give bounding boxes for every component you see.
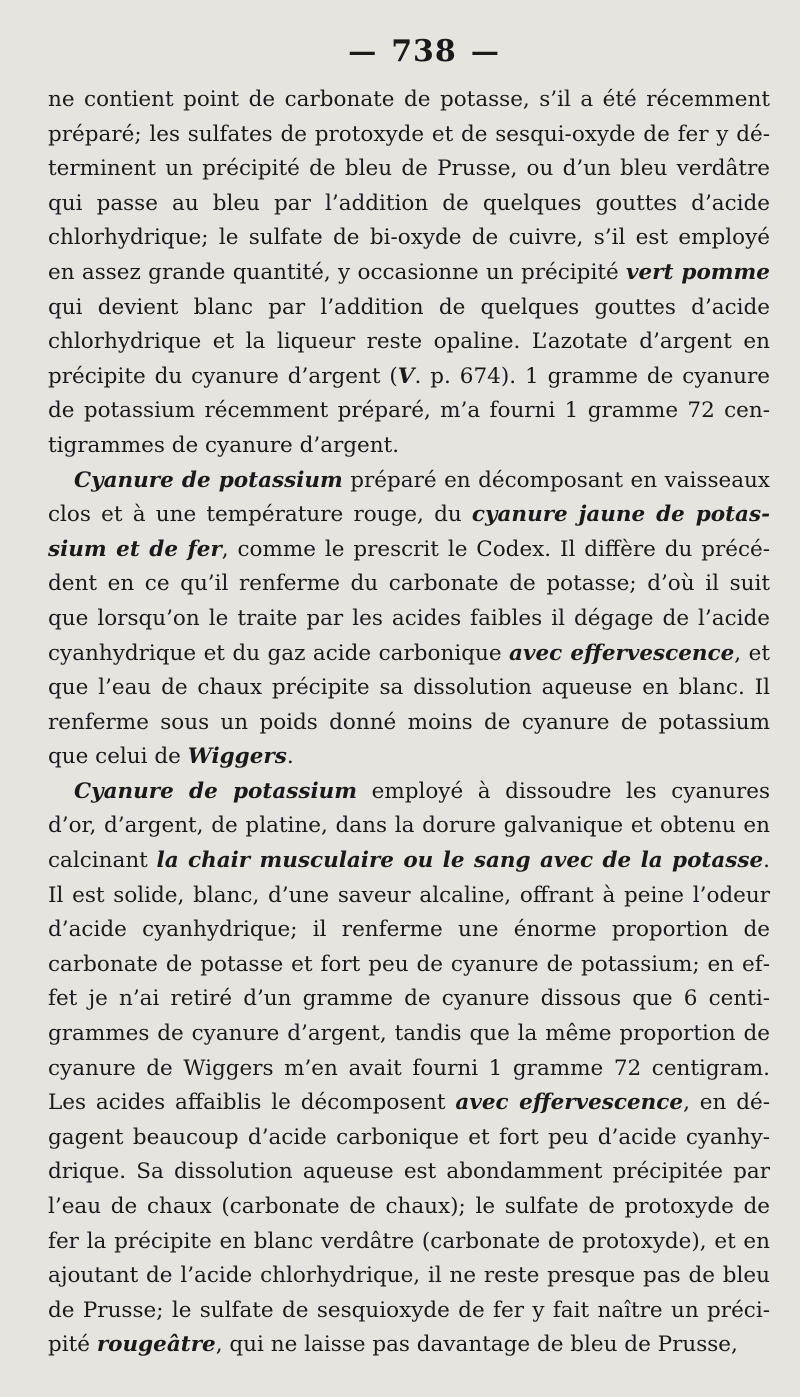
text-run: préparé en décomposant en vaisseaux clos et à une température rouge, du [48, 467, 770, 528]
header-dash-left: — [348, 35, 378, 68]
page-header [78, 34, 770, 69]
italic-run: avec effervescence [509, 640, 735, 666]
body-text [48, 83, 770, 1363]
italic-run: la chair musculaire ou le sang avec de la potasse [156, 848, 764, 874]
text-run: , comme le prescrit le Codex. Il diffère du précédent en ce qu’il renferme du carbonate de potasse; d’où il suit que lorsqu’on le traite par les acides faibles il dégage de l’acide cyanhydrique et du gaz acide carbonique [48, 536, 771, 666]
header-dash-right: — [470, 35, 500, 68]
italic-run: cyanure jaune de potassium et de fer [48, 502, 770, 562]
paragraph [48, 83, 770, 464]
text-run: employé à dissoudre les cyanures d’or, d’argent, de platine, dans la dorure galvanique et obtenu en calcinant [48, 778, 771, 874]
text-run: , et que l’eau de chaux précipite sa dissolution aqueuse en blanc. Il renferme sous un poids donné moins de cyanure de potassium que celui de [48, 640, 770, 770]
paragraph [48, 464, 770, 775]
italic-run: Cyanure de potassium [74, 778, 358, 804]
italic-run: avec effervescence [455, 1090, 684, 1116]
text-run: . Il est solide, blanc, d’une saveur alcaline, offrant à peine l’odeur d’acide cyanhydrique; il renferme une énorme proportion de carbonate de potasse et fort peu de cyanure de potassium; en effet je n’ai retiré d’un gramme de cyanure dissous que 6 centigrammes de cyanure d’argent, tandis que la même proportion de cyanure de Wiggers m’en avait fourni 1 gramme 72 centigram. Les acides affaiblis le décomposent [48, 848, 771, 1116]
italic-run: Wiggers [187, 744, 287, 770]
italic-run: vert pomme [626, 259, 770, 285]
text-run: , en dégagent beaucoup d’acide carbonique et fort peu d’acide cyanhydrique. Sa dissolution aqueuse est abondamment précipitée par l’eau de chaux (carbonate de chaux); le sulfate de protoxyde de fer la précipite en blanc verdâtre (carbonate de protoxyde), et en ajoutant de l’acide chlorhydrique, il ne reste presque pas de bleu de Prusse; le sulfate de sesquioxyde de fer y fait naître un précipité [48, 1090, 770, 1358]
italic-run: V [397, 363, 415, 389]
text-run: . p. 674). 1 gramme de cyanure de potassium récemment préparé, m’a fourni 1 gramme 72 centigrammes de cyanure d’argent. [48, 363, 771, 458]
text-run: . [286, 744, 294, 770]
text-run: qui devient blanc par l’addition de quelques gouttes d’acide chlorhydrique et la liqueur reste opaline. L’azotate d’argent en précipite du cyanure d’argent ( [48, 294, 770, 389]
page-number: 738 [391, 34, 457, 69]
paragraph [48, 775, 770, 1363]
text-run: , qui ne laisse pas davantage de bleu de Prusse, [215, 1332, 738, 1358]
italic-run: rougeâtre [96, 1332, 216, 1358]
italic-run: Cyanure de potassium [74, 467, 343, 493]
text-run: ne contient point de carbonate de potasse, s’il a été récemment préparé; les sulfates de protoxyde et de sesqui-oxyde de fer y déterminent un précipité de bleu de Prusse, ou d’un bleu verdâtre qui passe au bleu par l’addition de quelques gouttes d’acide chlorhydrique; le sulfate de bi-oxyde de cuivre, s’il est employé en assez grande quantité, y occasionne un précipité [48, 87, 770, 285]
